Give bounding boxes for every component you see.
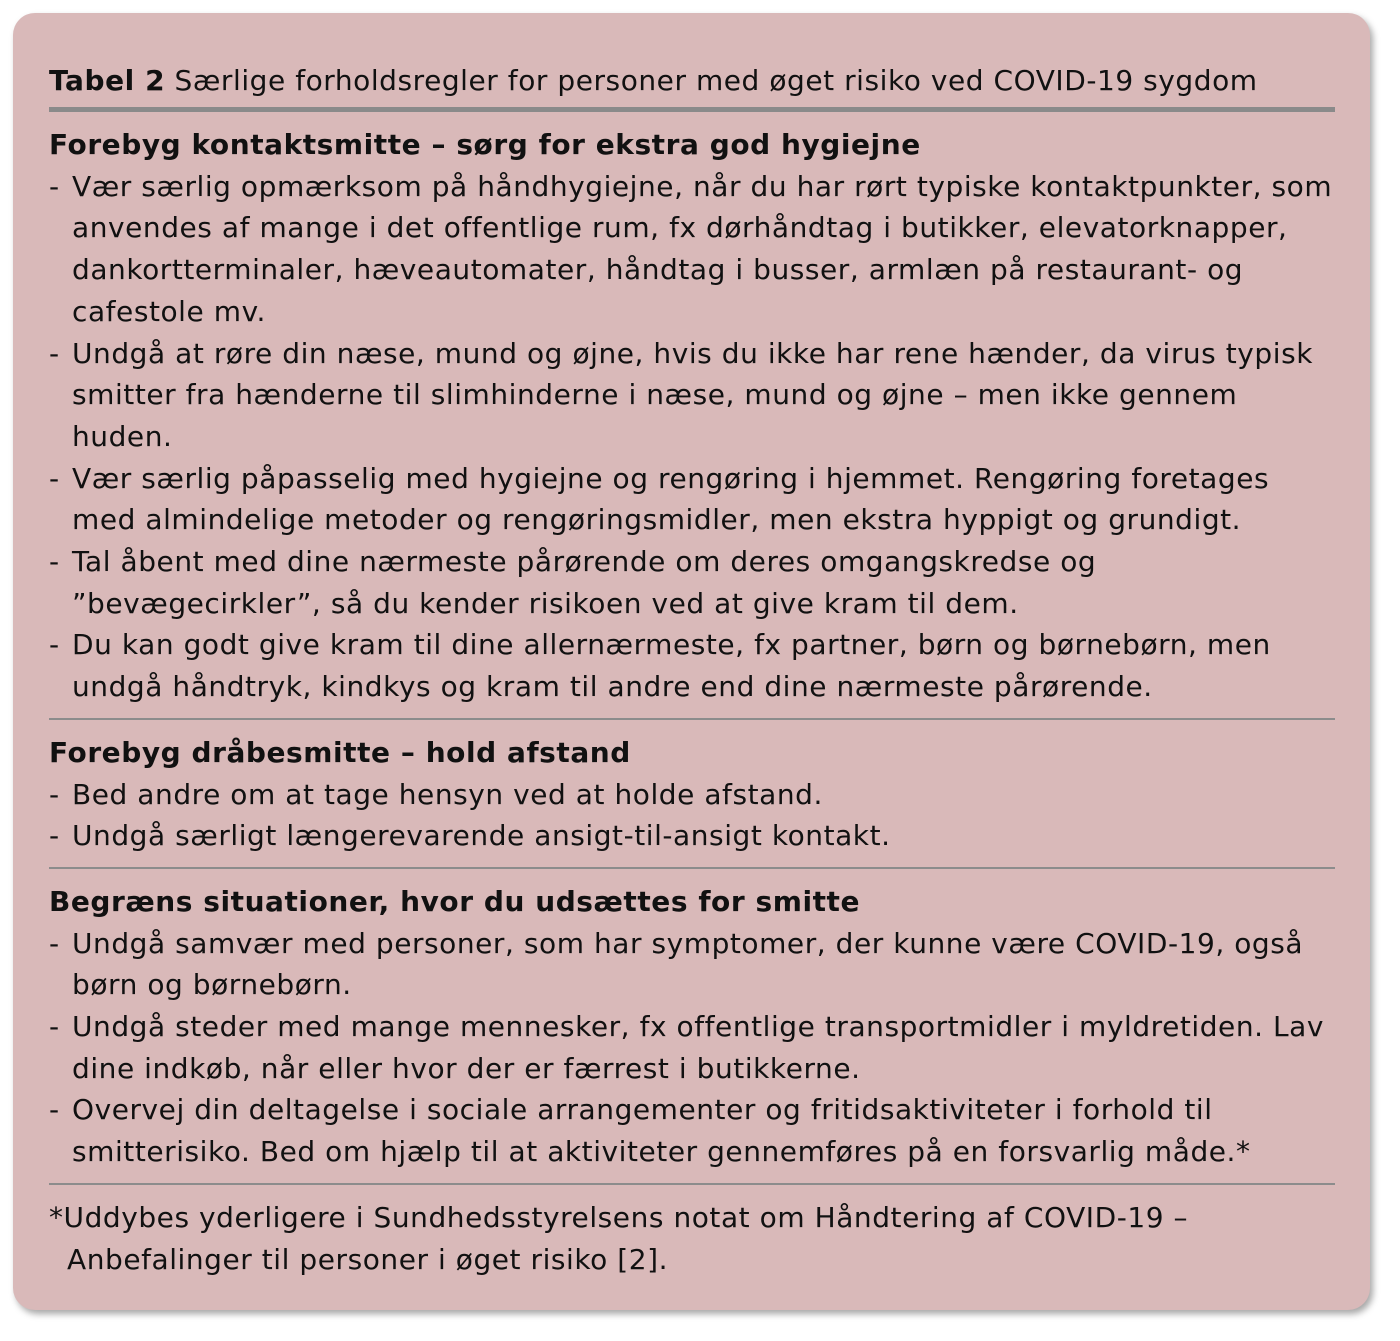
list-item-text: Undgå særligt længerevarende ansigt-til-ansigt kontakt. [72,819,891,853]
list-item-text: Vær særlig opmærksom på håndhygiejne, når du har rørt typiske kontaktpunkter, som anvendes af mange i det offentlige rum, fx dørhåndtag i butikker, elevatorknapper, dankortterminaler, hæveautomater, håndtag i busser, armlæn på restaurant- og cafestole mv. [72,169,1333,328]
bullet-list [49,166,1335,708]
list-item-text: Vær særlig påpasselig med hygiejne og rengøring i hjemmet. Rengøring foretages med almindelige metoder og rengøringsmidler, men ekstra hyppigt og grundigt. [72,461,1270,537]
section-divider [49,1183,1335,1185]
dash-marker: - [49,1093,60,1127]
list-item [49,774,1335,816]
dash-marker: - [49,777,60,811]
list-item [49,541,1335,624]
list-item [49,1089,1335,1172]
footnote: *Uddybes yderligere i Sundhedsstyrelsens notat om Håndtering af COVID-19 – Anbefalinger til personer i øget risiko [2]. [49,1200,1189,1276]
dash-marker: - [49,628,60,662]
section-heading: Forebyg kontaktsmitte – sørg for ekstra god hygiejne [49,128,921,161]
section-heading: Begræns situationer, hvor du udsættes for smitte [49,884,861,918]
section-contact-infection [49,124,1335,708]
dash-marker: - [49,819,60,853]
list-item-text: Bed andre om at tage hensyn ved at holde afstand. [72,777,823,811]
list-item-text: Tal åbent med dine nærmeste pårørende om deres omgangskredse og ”bevægecirkler”, så du kender risikoen ved at give kram til dem. [72,545,1097,620]
list-item [49,923,1335,1006]
list-item [49,333,1335,458]
list-item [49,624,1335,707]
section-divider [49,867,1335,869]
dash-marker: - [49,336,60,370]
table-title [49,60,1335,102]
dash-marker: - [49,169,60,203]
dash-marker: - [49,1010,60,1044]
list-item-text: Undgå at røre din næse, mund og øjne, hvis du ikke har rene hænder, da virus typisk smitter fra hænderne til slimhinderne i næse, mund og øjne – men ikke gennem huden. [72,336,1313,453]
list-item [49,166,1335,333]
section-limit-exposure [49,881,1335,1173]
section-divider [49,718,1335,720]
list-item [49,815,1335,857]
table-content [49,60,1335,1280]
section-heading: Forebyg dråbesmitte – hold afstand [49,735,631,769]
dash-marker: - [49,545,60,579]
bullet-list [49,774,1335,857]
list-item [49,458,1335,541]
table-number: Tabel 2 [49,64,166,97]
list-item-text: Undgå samvær med personer, som har symptomer, der kunne være COVID-19, også børn og børnebørn. [72,926,1304,1002]
list-item-text: Overvej din deltagelse i sociale arrangementer og fritidsaktiviteter i forhold til smitterisiko. Bed om hjælp til at aktiviteter gennemføres på en forsvarlig måde.* [72,1093,1251,1169]
dash-marker: - [49,461,60,495]
bullet-list [49,923,1335,1173]
section-droplet-infection [49,732,1335,857]
list-item-text: Du kan godt give kram til dine allernærmeste, fx partner, børn og børnebørn, men undgå håndtryk, kindkys og kram til andre end dine nærmeste pårørende. [72,628,1271,704]
list-item [49,1006,1335,1089]
title-divider [49,107,1335,112]
list-item-text: Undgå steder med mange mennesker, fx offentlige transportmidler i myldretiden. Lav dine indkøb, når eller hvor der er færrest i butikkerne. [72,1010,1325,1085]
table-caption: Særlige forholdsregler for personer med øget risiko ved COVID-19 sygdom [165,64,1258,97]
table-box [13,13,1370,1310]
dash-marker: - [49,926,60,960]
